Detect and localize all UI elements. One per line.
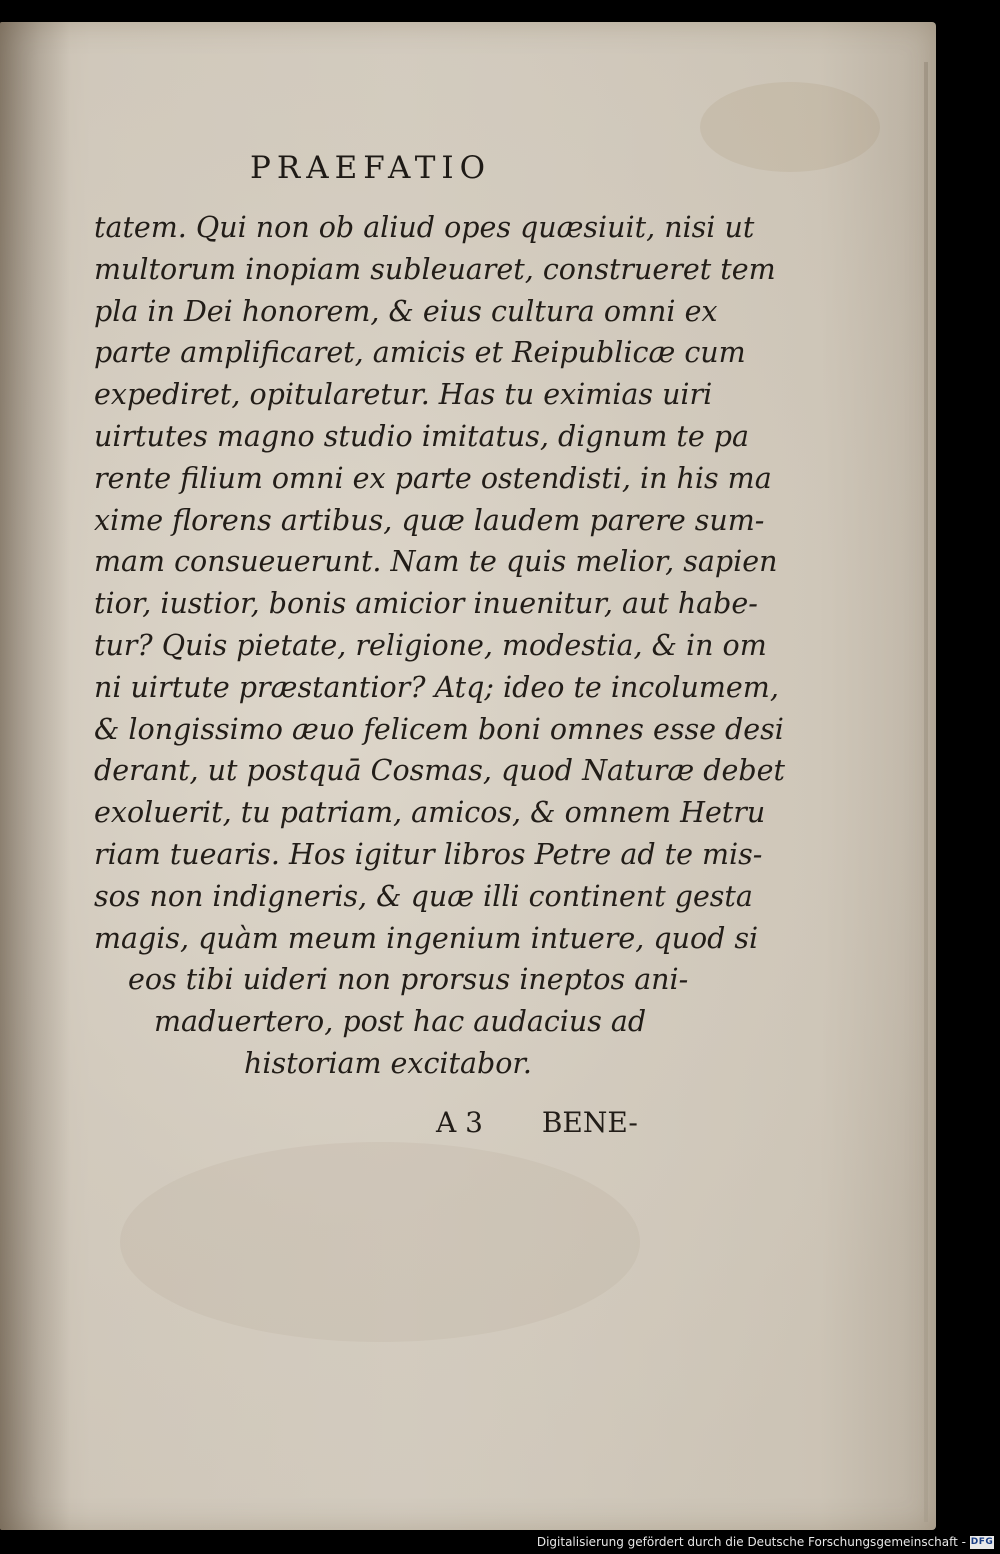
book-page [0,22,936,1530]
text-line: xime florens artibus, quæ laudem parere sum- [94,503,765,537]
text-line: magis, quàm meum ingenium intuere, quod si [94,921,759,955]
text-line: ni uirtute præstantior? Atq; ideo te incolumem, [94,670,779,704]
text-line: pla in Dei honorem, & eius cultura omni ex [94,294,718,328]
text-line: mam consueuerunt. Nam te quis melior, sapien [94,545,778,579]
text-line: uirtutes magno studio imitatus, dignum te pa [94,419,750,453]
page-signature-row [436,1106,638,1139]
text-line: expediret, opitularetur. Has tu eximias uiri [94,378,713,412]
paper-stain [120,1142,640,1342]
text-line: historiam excitabor. [244,1046,532,1080]
text-line: tior, iustior, bonis amicior inuenitur, aut habe- [94,587,758,621]
text-line: eos tibi uideri non prorsus ineptos ani- [128,963,689,997]
running-head: PRAEFATIO [250,150,492,186]
text-line: parte amplificaret, amicis et Reipublicæ cum [94,336,746,370]
text-line: maduertero, post hac audacius ad [154,1005,647,1039]
text-line: riam tuearis. Hos igitur libros Petre ad te mis- [94,837,763,871]
text-line: & longissimo æuo felicem boni omnes esse desi [94,712,784,746]
text-line: exoluerit, tu patriam, amicos, & omnem Hetru [94,796,766,830]
text-line: sos non indigneris, & quæ illi continent gesta [94,879,753,913]
page-edge [924,62,928,1522]
body-text [94,207,785,1085]
funding-credit: Digitalisierung gefördert durch die Deutsche Forschungsgemeinschaft - [536,1535,966,1549]
paper-stain [700,82,880,172]
gutter-shadow [0,22,70,1530]
text-line: derant, ut postquā Cosmas, quod Naturæ debet [94,754,785,788]
catchword: BENE- [541,1106,638,1139]
text-line: multorum inopiam subleuaret, construeret tem [94,252,776,286]
text-line: rente filium omni ex parte ostendisti, in his ma [94,461,772,495]
text-line: tatem. Qui non ob aliud opes quæsiuit, nisi ut [94,211,755,244]
dfg-logo-icon: DFG [970,1537,994,1547]
footer-bar [0,1530,1000,1554]
signature-mark: A 3 [436,1106,483,1139]
text-line: tur? Quis pietate, religione, modestia, & in om [94,628,767,662]
